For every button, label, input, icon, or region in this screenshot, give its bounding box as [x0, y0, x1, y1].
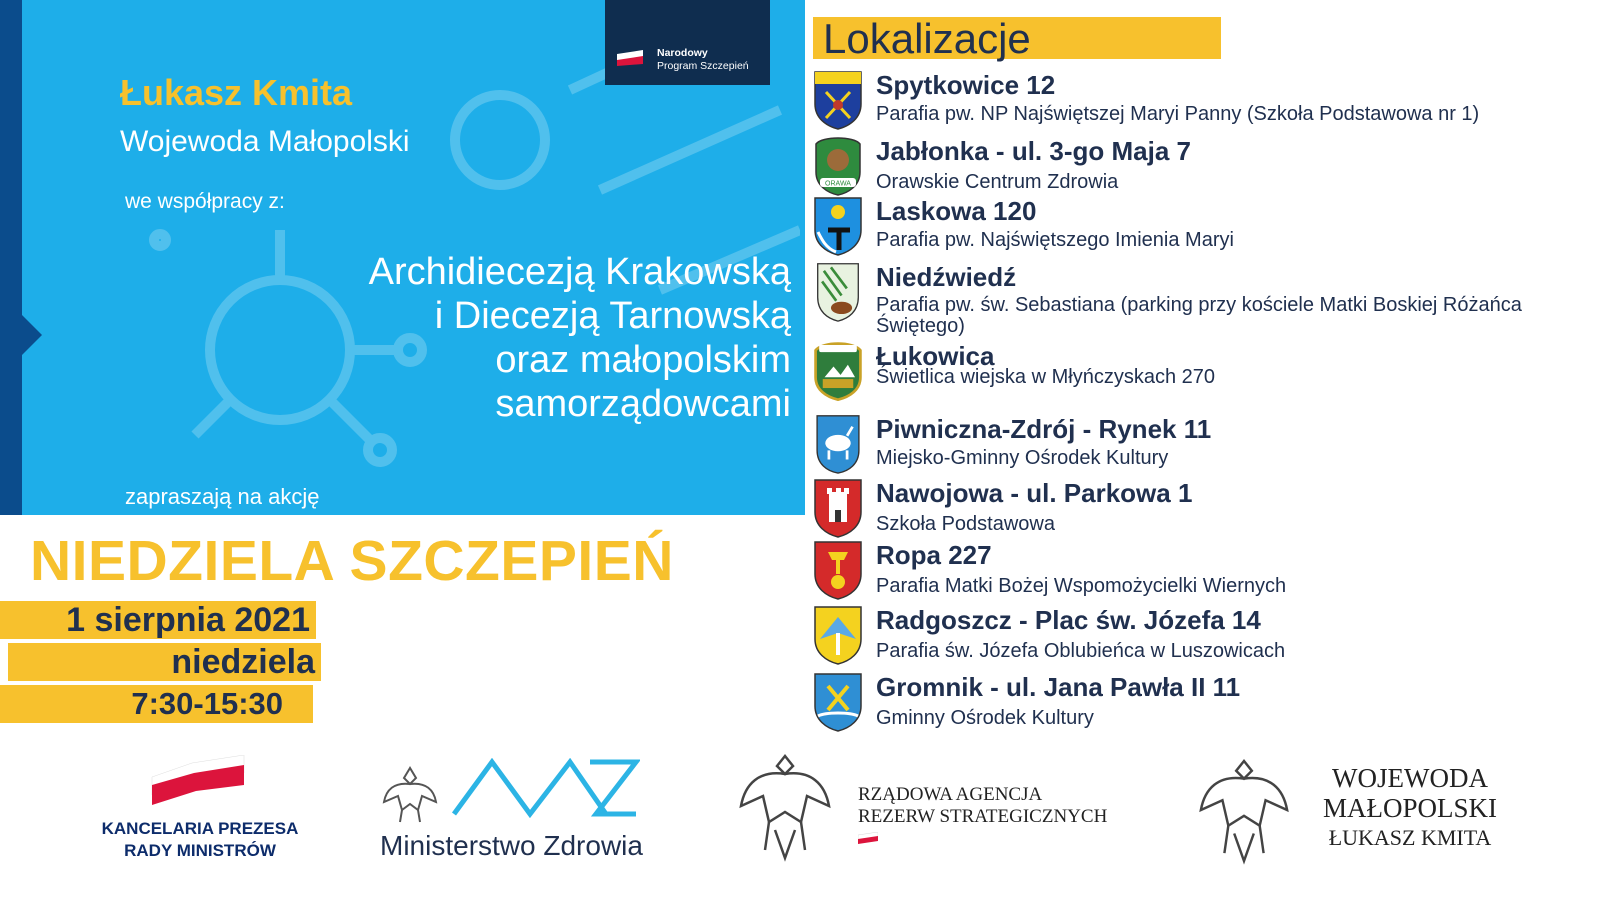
niedzwiedz-crest-icon: [812, 262, 864, 322]
location-name: Jabłonka - ul. 3-go Maja 7: [876, 136, 1191, 166]
piwniczna-crest-icon: [812, 414, 864, 474]
radgoszcz-crest-icon: [812, 605, 864, 665]
location-name: Nawojowa - ul. Parkowa 1: [876, 478, 1193, 508]
kprm-label: [85, 818, 315, 862]
laskowa-crest-icon: [812, 196, 864, 256]
npsz-line1: Narodowy: [657, 47, 708, 59]
location-place: Parafia Matki Bożej Wspomożycielki Wiernych: [876, 575, 1287, 597]
npsz-badge: [605, 0, 770, 85]
rars-flag-icon: [858, 832, 878, 844]
host-role: Wojewoda Małopolski: [120, 125, 410, 158]
wojewoda-label: [1310, 763, 1510, 853]
gromnik-crest-icon: [812, 672, 864, 732]
nawojowa-crest-icon: [812, 478, 864, 538]
location-name: Ropa 227: [876, 540, 992, 570]
rars-eagle-icon: [735, 750, 835, 862]
wojewoda-line2: MAŁOPOLSKI: [1322, 793, 1497, 823]
location-name: Niedźwiedź: [876, 262, 1017, 292]
lukowica-crest-icon: [812, 341, 864, 401]
partner-line: oraz małopolskim: [495, 339, 791, 381]
npsz-label: [657, 47, 749, 73]
wojewoda-eagle-icon: [1195, 755, 1293, 865]
kprm-flag-logo-icon: [148, 755, 248, 805]
invite-text: zapraszają na akcję: [125, 484, 320, 509]
ropa-crest-icon: [812, 540, 864, 600]
location-place: Parafia pw. NP Najświętszej Maryi Panny (Szkoła Podstawowa nr 1): [876, 103, 1480, 125]
kprm-line2: RADY MINISTRÓW: [124, 841, 276, 860]
mz-logo-icon: [450, 758, 640, 818]
partners-list: [171, 250, 791, 426]
svg-text:ORAWA: ORAWA: [825, 180, 851, 188]
rars-line2: REZERW STRATEGICZNYCH: [858, 806, 1108, 827]
host-name: Łukasz Kmita: [120, 72, 353, 113]
location-name: Piwniczna-Zdrój - Rynek 11: [876, 414, 1212, 444]
cooperation-label: we współpracy z:: [125, 190, 285, 213]
event-hours: 7:30-15:30: [0, 685, 313, 723]
spytkowice-crest-icon: [812, 70, 864, 130]
npsz-line2: Program Szczepień: [657, 60, 749, 72]
partner-line: i Diecezją Tarnowską: [434, 295, 791, 337]
wojewoda-line1: WOJEWODA: [1332, 763, 1488, 793]
location-place: Orawskie Centrum Zdrowia: [876, 171, 1119, 193]
polish-eagle-icon: [380, 760, 440, 826]
location-place: Parafia pw. św. Sebastiana (parking przy kościele Matki Boskiej Różańca Świętego): [876, 294, 1522, 337]
jablonka-crest-icon: [812, 136, 864, 196]
rars-line1: RZĄDOWA AGENCJA: [858, 784, 1043, 805]
location-name: Radgoszcz - Plac św. Józefa 14: [876, 605, 1261, 635]
header-panel: [0, 0, 805, 515]
location-place: Parafia św. Józefa Oblubieńca w Luszowicach: [876, 640, 1286, 662]
rars-label: [858, 784, 1107, 828]
side-stripe-arrow: [22, 315, 42, 355]
location-name: Gromnik - ul. Jana Pawła II 11: [876, 672, 1241, 702]
event-weekday: niedziela: [8, 643, 321, 681]
location-name: Spytkowice 12: [876, 70, 1056, 100]
location-place: Miejsko-Gminny Ośrodek Kultury: [876, 447, 1169, 469]
event-title: NIEDZIELA SZCZEPIEŃ: [30, 529, 674, 593]
locations-header-label: Lokalizacje: [823, 15, 1031, 62]
partner-line: samorządowcami: [495, 383, 791, 425]
kprm-line1: KANCELARIA PREZESA: [101, 819, 299, 838]
event-date: 1 sierpnia 2021: [0, 601, 316, 639]
location-name: Łukowica: [876, 341, 995, 371]
location-place: Świetlica wiejska w Młyńczyskach 270: [876, 366, 1216, 388]
location-place: Parafia pw. Najświętszego Imienia Maryi: [876, 229, 1234, 251]
location-place: Gminny Ośrodek Kultury: [876, 707, 1094, 729]
mz-label: Ministerstwo Zdrowia: [380, 830, 643, 861]
location-name: Laskowa 120: [876, 196, 1037, 226]
polish-flag-icon: [617, 50, 643, 66]
wojewoda-line3: ŁUKASZ KMITA: [1328, 825, 1492, 850]
locations-header: [813, 15, 1221, 62]
location-place: Szkoła Podstawowa: [876, 513, 1055, 535]
side-stripe: [0, 0, 22, 515]
partner-line: Archidiecezją Krakowską: [368, 251, 791, 293]
